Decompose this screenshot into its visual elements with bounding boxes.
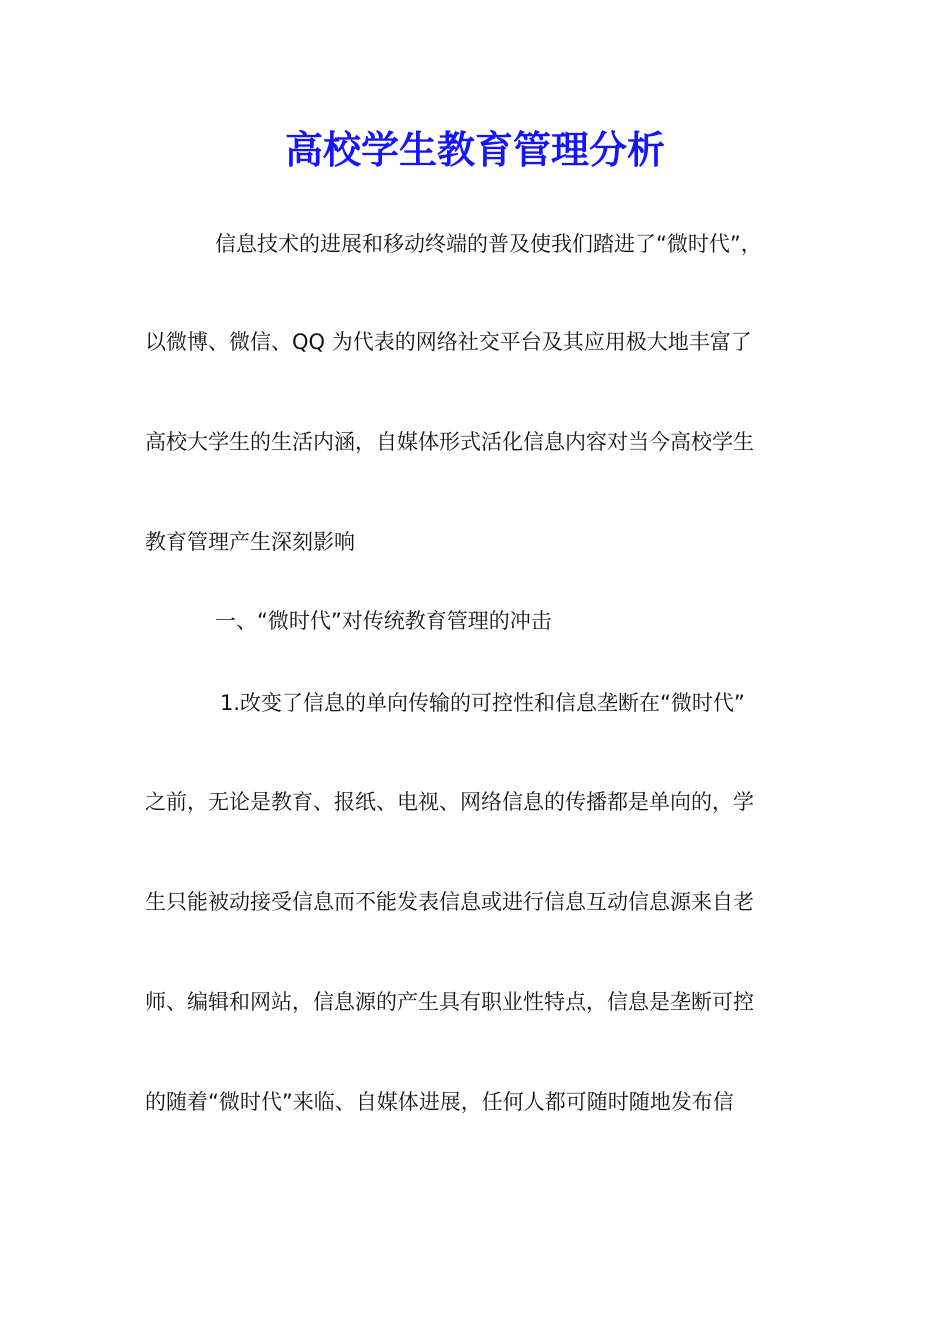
paragraph-line-5: 之前，无论是教育、报纸、电视、网络信息的传播都是单向的，学 [145, 790, 754, 814]
document-title: 高校学生教育管理分析 [284, 127, 665, 172]
paragraph-line-6: 生只能被动接受信息而不能发表信息或进行信息互动信息源来自老 [145, 890, 754, 914]
paragraph-line-7: 师、编辑和网站，信息源的产生具有职业性特点，信息是垄断可控 [145, 990, 754, 1014]
paragraph-line-1: 信息技术的进展和移动终端的普及使我们踏进了“微时代”， [215, 232, 762, 256]
subsection-line-1: 1.改变了信息的单向传输的可控性和信息垄断在“微时代” [220, 691, 745, 715]
paragraph-line-4: 教育管理产生深刻影响 [145, 530, 355, 554]
section-heading-1: 一、“微时代”对传统教育管理的冲击 [215, 609, 552, 633]
paragraph-line-8: 的随着“微时代”来临、自媒体进展，任何人都可随时随地发布信 [145, 1090, 734, 1114]
paragraph-line-3: 高校大学生的生活内涵，自媒体形式活化信息内容对当今高校学生 [145, 430, 754, 454]
paragraph-line-2: 以微博、微信、QQ 为代表的网络社交平台及其应用极大地丰富了 [145, 330, 752, 354]
